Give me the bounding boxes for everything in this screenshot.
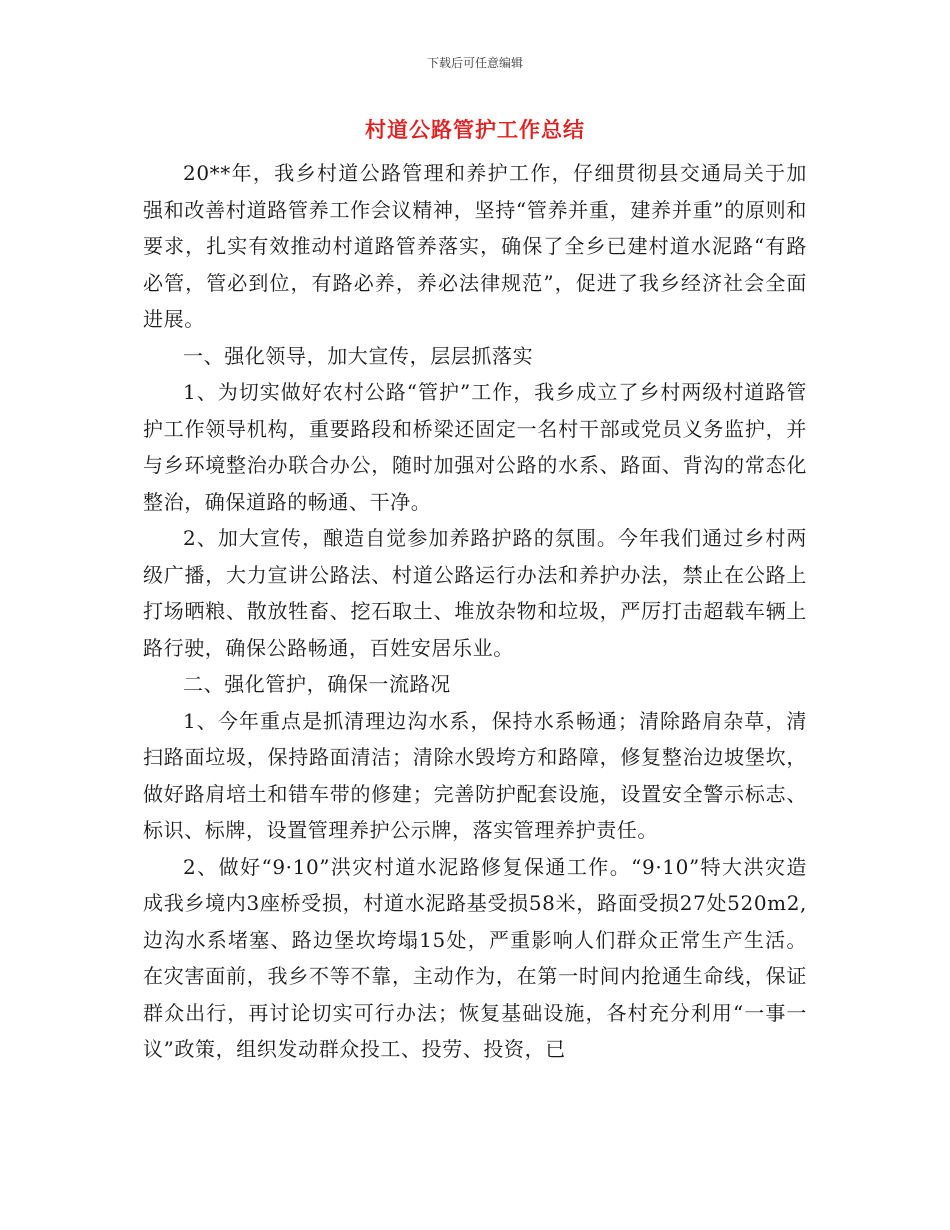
section-heading-1: 一、强化领导，加大宣传，层层抓落实 xyxy=(183,343,534,368)
paragraph-2-2: 2、做好“9·10”洪灾村道水泥路修复保通工作。“9·10”特大洪灾造成我乡境内3座桥受损，村道水泥路基受损58米，路面受损27处520m2,边沟水系堵塞、路边堡坎垮塌15处，严重影响人们群众正常生产生活。在灾害面前，我乡不等不靠，主动作为，在第一时间内抢通生命线，保证群众出行，再讨论切实可行办法；恢复基础设施，各村充分利用“一事一议”政策，组织发动群众投工、投劳、投资，已 xyxy=(143,854,807,1061)
paragraph-intro: 20**年，我乡村道公路管理和养护工作，仔细贯彻县交通局关于加强和改善村道路管养工作会议精神，坚持“管养并重，建养并重”的原则和要求，扎实有效推动村道路管养落实，确保了全乡已建村道水泥路“有路必管，管必到位，有路必养，养必法律规范”，促进了我乡经济社会全面进展。 xyxy=(143,161,807,331)
header-note: 下载后可任意编辑 xyxy=(426,56,523,70)
document-title: 村道公路管护工作总结 xyxy=(365,118,585,142)
document-body xyxy=(143,155,807,1068)
paragraph-1-1: 1、为切实做好农村公路“管护”工作，我乡成立了乡村两级村道路管护工作领导机构，重要路段和桥梁还固定一名村干部或党员义务监护，并与乡环境整治办联合办公，随时加强对公路的水系、路面、背沟的常态化整治，确保道路的畅通、干净。 xyxy=(143,380,807,514)
section-heading-2: 二、强化管护，确保一流路况 xyxy=(183,672,451,696)
paragraph-2-1: 1、今年重点是抓清理边沟水系，保持水系畅通；清除路肩杂草，清扫路面垃圾，保持路面清洁；清除水毁垮方和路障，修复整治边坡堡坎，做好路肩培土和错车带的修建；完善防护配套设施，设置安全警示标志、标识、标牌，设置管理养护公示牌，落实管理养护责任。 xyxy=(143,708,807,842)
paragraph-1-2: 2、加大宣传，酿造自觉参加养路护路的氛围。今年我们通过乡村两级广播，大力宣讲公路法、村道公路运行办法和养护办法，禁止在公路上打场晒粮、散放牲畜、挖石取土、堆放杂物和垃圾，严厉打击超载车辆上路行驶，确保公路畅通，百姓安居乐业。 xyxy=(143,526,807,660)
